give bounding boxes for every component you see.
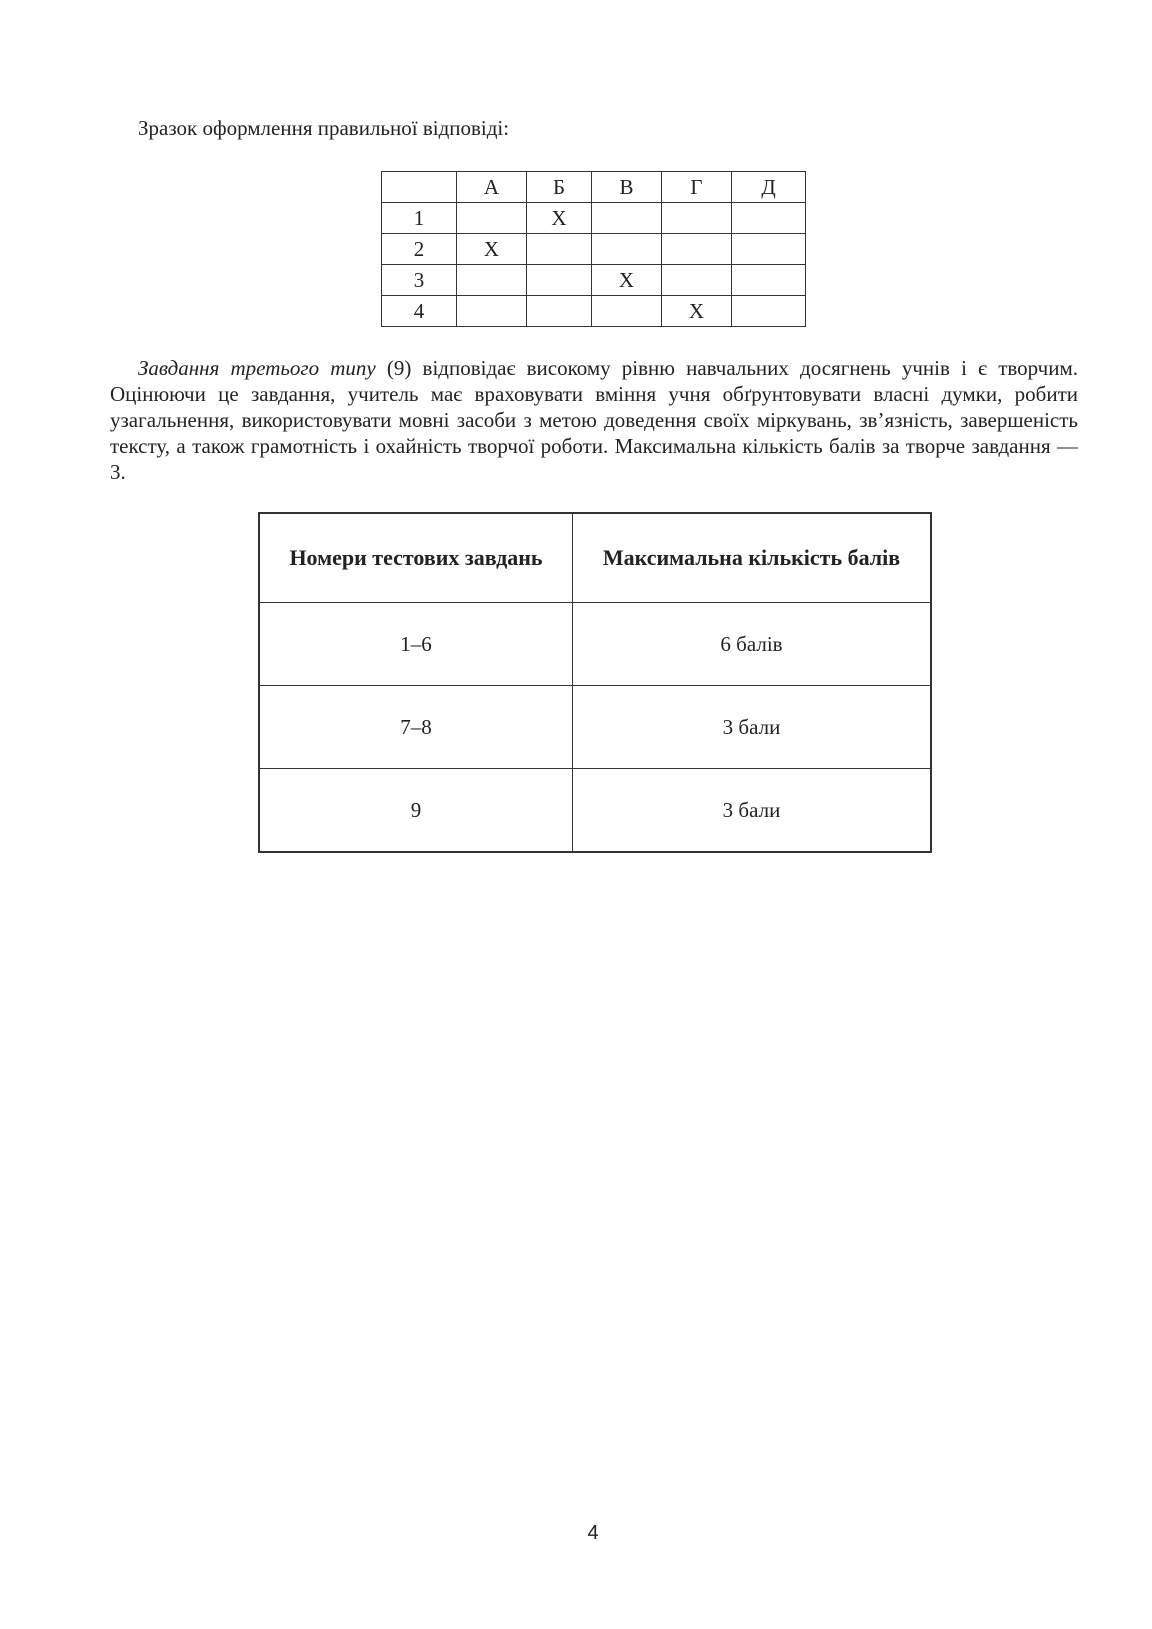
answer-cell [592, 296, 662, 327]
page-number: 4 [587, 1522, 599, 1544]
answer-cell [592, 203, 662, 234]
score-row [259, 686, 931, 769]
score-row [259, 603, 931, 686]
answer-cell [457, 203, 527, 234]
score-cell-tasks: 7–8 [259, 686, 573, 769]
answer-cell [662, 234, 732, 265]
score-cell-tasks: 9 [259, 769, 573, 853]
answer-cell: Х [592, 265, 662, 296]
answer-cell: 3 [382, 265, 457, 296]
score-cell-tasks: 1–6 [259, 603, 573, 686]
answer-sample-table [381, 171, 806, 327]
answer-row [382, 234, 806, 265]
answer-row [382, 265, 806, 296]
score-row [259, 769, 931, 853]
answer-cell [732, 265, 806, 296]
task-description-paragraph [110, 355, 1078, 485]
italic-lead: Завдання третього типу [138, 356, 376, 380]
score-cell-points: 3 бали [573, 686, 932, 769]
answer-cell [662, 203, 732, 234]
answer-cell [592, 234, 662, 265]
answer-row [382, 203, 806, 234]
paragraph-text: (9) відповідає високому рівню навчальних досягнень учнів і є творчим. Оцінюючи це завдання, учитель має враховувати вміння учня обґрунтовувати власні думки, робити узагальнення, використовувати мовні засоби з метою доведення своїх міркувань, зв’язність, завершеність тексту, а також грамотність і охайність творчої роботи. Максимальна кількість балів за творче завдання — 3. [110, 356, 1078, 484]
answer-cell [732, 296, 806, 327]
answer-cell [527, 234, 592, 265]
answer-cell: 4 [382, 296, 457, 327]
score-cell-points: 3 бали [573, 769, 932, 853]
answer-cell [457, 296, 527, 327]
answer-cell [527, 265, 592, 296]
answer-cell: 1 [382, 203, 457, 234]
answer-cell [732, 203, 806, 234]
answer-cell [457, 265, 527, 296]
score-header-points: Максимальна кількість балів [573, 513, 932, 603]
answer-cell [527, 296, 592, 327]
answer-cell: Х [457, 234, 527, 265]
answer-row [382, 296, 806, 327]
score-header-row [259, 513, 931, 603]
answer-header-cell: В [592, 172, 662, 203]
answer-header-cell: Г [662, 172, 732, 203]
answer-header-cell: Б [527, 172, 592, 203]
answer-cell: 2 [382, 234, 457, 265]
answer-header-row [382, 172, 806, 203]
score-table [258, 512, 932, 853]
answer-header-cell: Д [732, 172, 806, 203]
intro-text: Зразок оформлення правильної відповіді: [138, 116, 510, 140]
answer-header-cell: А [457, 172, 527, 203]
answer-cell: Х [662, 296, 732, 327]
answer-cell [662, 265, 732, 296]
score-cell-points: 6 балів [573, 603, 932, 686]
score-header-tasks: Номери тестових завдань [259, 513, 573, 603]
answer-cell [732, 234, 806, 265]
answer-cell: Х [527, 203, 592, 234]
answer-header-cell [382, 172, 457, 203]
